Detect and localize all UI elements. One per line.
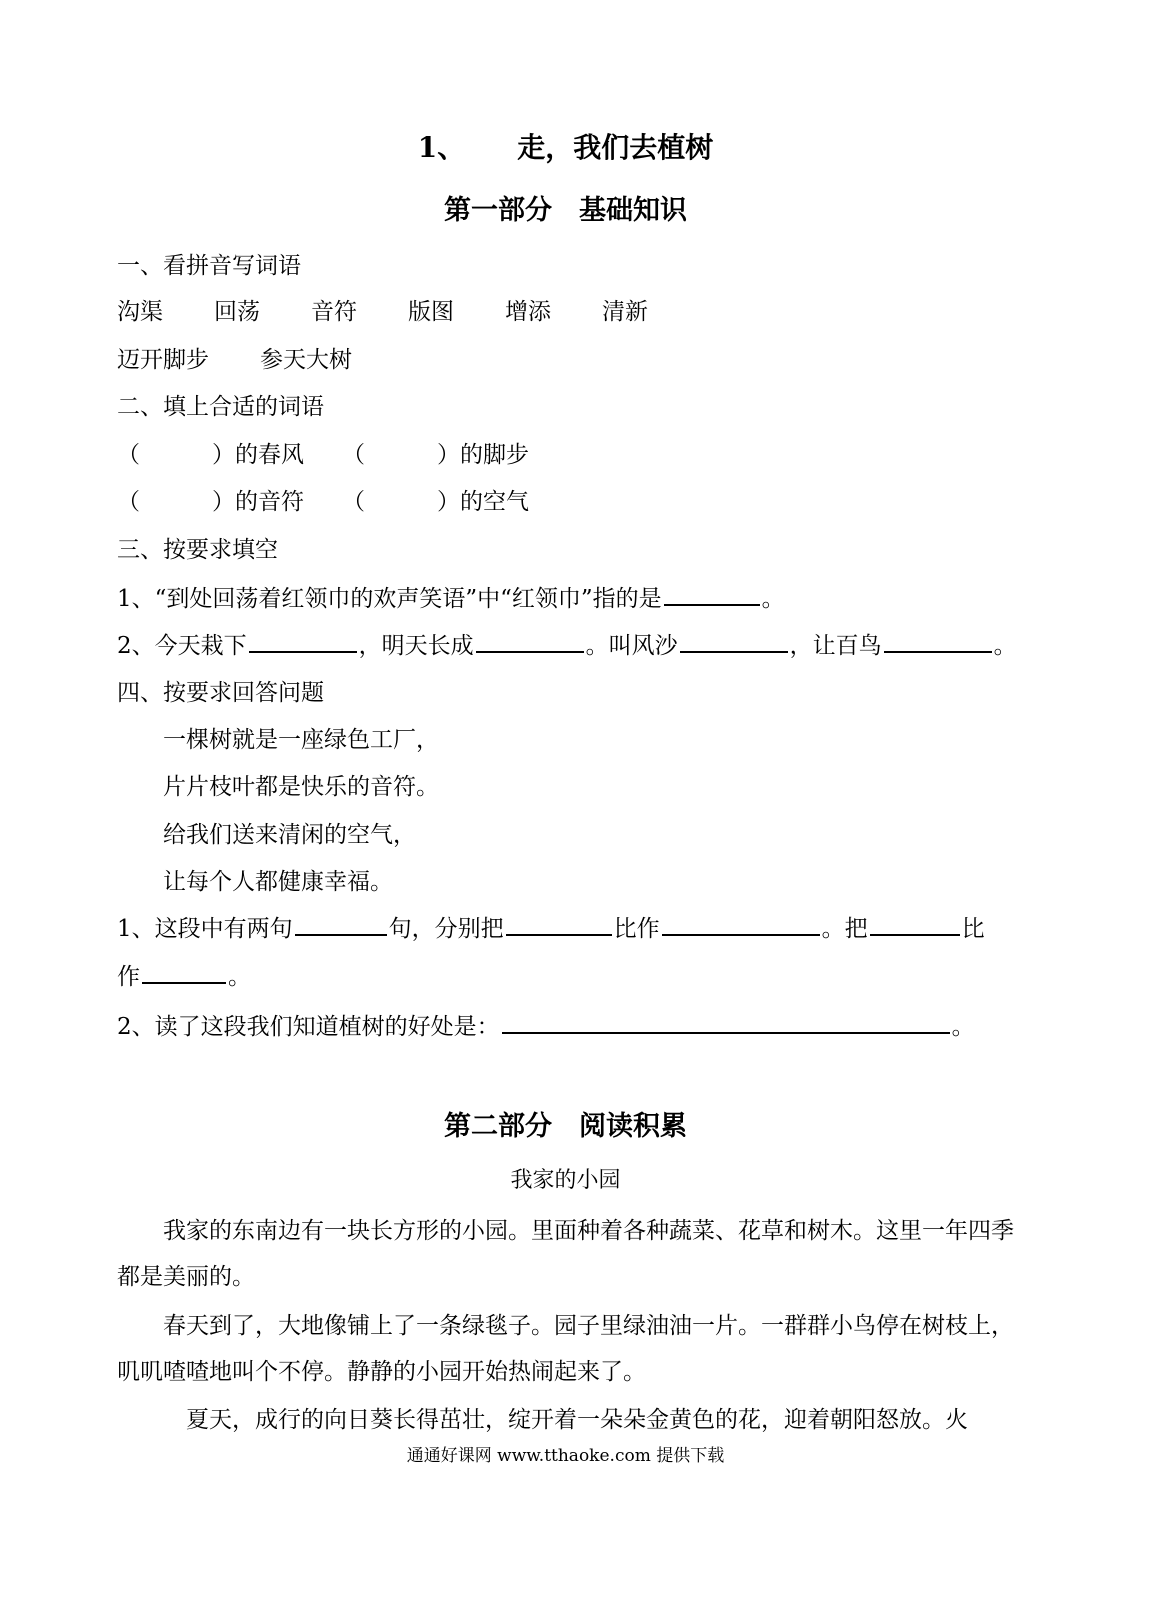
paren-close: ）	[212, 442, 235, 468]
answer-blank[interactable]	[142, 962, 226, 984]
question-text: 比	[961, 916, 985, 942]
story-paragraph: 夏天，成行的向日葵长得茁壮，绽开着一朵朵金黄色的花，迎着朝阳怒放。火	[186, 1407, 968, 1433]
fill-item: 的空气	[460, 489, 529, 515]
question-text: 。	[993, 633, 1017, 659]
section4-question-2	[117, 1012, 975, 1042]
word-item: 音符	[311, 299, 357, 325]
story-title: 我家的小园	[510, 1168, 621, 1193]
answer-blank[interactable]	[249, 631, 357, 653]
fill-item: 的春风	[235, 442, 304, 468]
question-text: 2、今天栽下	[117, 633, 247, 659]
question-text: 1、这段中有两句	[117, 916, 293, 942]
title-number: 1、	[417, 131, 466, 164]
word-item: 参天大树	[260, 347, 352, 373]
question-text: 。把	[821, 916, 868, 942]
section4-heading: 四、按要求回答问题	[117, 680, 324, 706]
paren-close: ）	[437, 489, 460, 515]
word-item: 清新	[602, 299, 648, 325]
word-item: 回荡	[214, 299, 260, 325]
poem-line: 给我们送来清闲的空气，	[163, 822, 416, 848]
section3-question-1	[117, 584, 785, 614]
fill-row-2	[117, 487, 529, 517]
story-paragraph: 春天到了，大地像铺上了一条绿毯子。园子里绿油油一片。一群群小鸟停在树枝上，叽叽喳喳地叫个不停。静静的小园开始热闹起来了。	[117, 1313, 1014, 1385]
page-footer: 通通好课网 www.tthaoke.com 提供下载	[406, 1446, 725, 1466]
answer-blank[interactable]	[506, 914, 612, 936]
paren-open: （	[342, 442, 365, 468]
fill-item: 的音符	[235, 489, 304, 515]
paren-open: （	[342, 489, 365, 515]
question-text: 作	[117, 964, 140, 990]
word-item: 增添	[505, 299, 551, 325]
question-text: ，让百鸟	[789, 633, 882, 659]
paren-open: （	[117, 489, 140, 515]
section4-question-1-cont	[117, 962, 251, 992]
section1-heading: 一、看拼音写词语	[117, 253, 301, 279]
question-text: 。	[228, 964, 251, 990]
poem-line: 片片枝叶都是快乐的音符。	[163, 774, 439, 800]
section3-question-2	[117, 631, 1017, 661]
answer-blank[interactable]	[295, 914, 387, 936]
section3-heading: 三、按要求填空	[117, 537, 278, 563]
answer-blank[interactable]	[870, 914, 960, 936]
question-text: ，明天长成	[358, 633, 474, 659]
section4-question-1	[117, 914, 985, 944]
part1-heading: 第一部分 基础知识	[444, 195, 687, 226]
question-text: 。叫风沙	[585, 633, 678, 659]
question-text: 2、读了这段我们知道植树的好处是：	[117, 1014, 500, 1040]
paren-open: （	[117, 442, 140, 468]
word-item: 沟渠	[117, 299, 163, 325]
part2-heading: 第二部分 阅读积累	[444, 1111, 687, 1142]
story-paragraph: 我家的东南边有一块长方形的小园。里面种着各种蔬菜、花草和树木。这里一年四季都是美丽的。	[117, 1218, 1014, 1290]
answer-blank[interactable]	[884, 631, 992, 653]
answer-blank[interactable]	[662, 914, 820, 936]
answer-blank[interactable]	[664, 584, 760, 606]
answer-blank[interactable]	[680, 631, 788, 653]
question-text: 1、“到处回荡着红领巾的欢声笑语”中“红领巾”指的是	[117, 586, 662, 612]
poem-line: 让每个人都健康幸福。	[163, 869, 393, 895]
document-title	[0, 130, 1131, 166]
answer-blank[interactable]	[502, 1012, 950, 1034]
title-text: 走，我们去植树	[517, 131, 714, 164]
answer-blank[interactable]	[476, 631, 584, 653]
paren-close: ）	[212, 489, 235, 515]
words-row-2	[117, 345, 352, 375]
question-text: 比作	[613, 916, 660, 942]
word-item: 迈开脚步	[117, 347, 209, 373]
fill-row-1	[117, 440, 529, 470]
word-item: 版图	[408, 299, 454, 325]
question-text: 。	[951, 1014, 975, 1040]
question-text: 。	[761, 586, 785, 612]
section2-heading: 二、填上合适的词语	[117, 394, 324, 420]
fill-item: 的脚步	[460, 442, 529, 468]
words-row-1	[117, 297, 648, 327]
paren-close: ）	[437, 442, 460, 468]
poem-line: 一棵树就是一座绿色工厂，	[163, 727, 439, 753]
question-text: 句，分别把	[388, 916, 504, 942]
